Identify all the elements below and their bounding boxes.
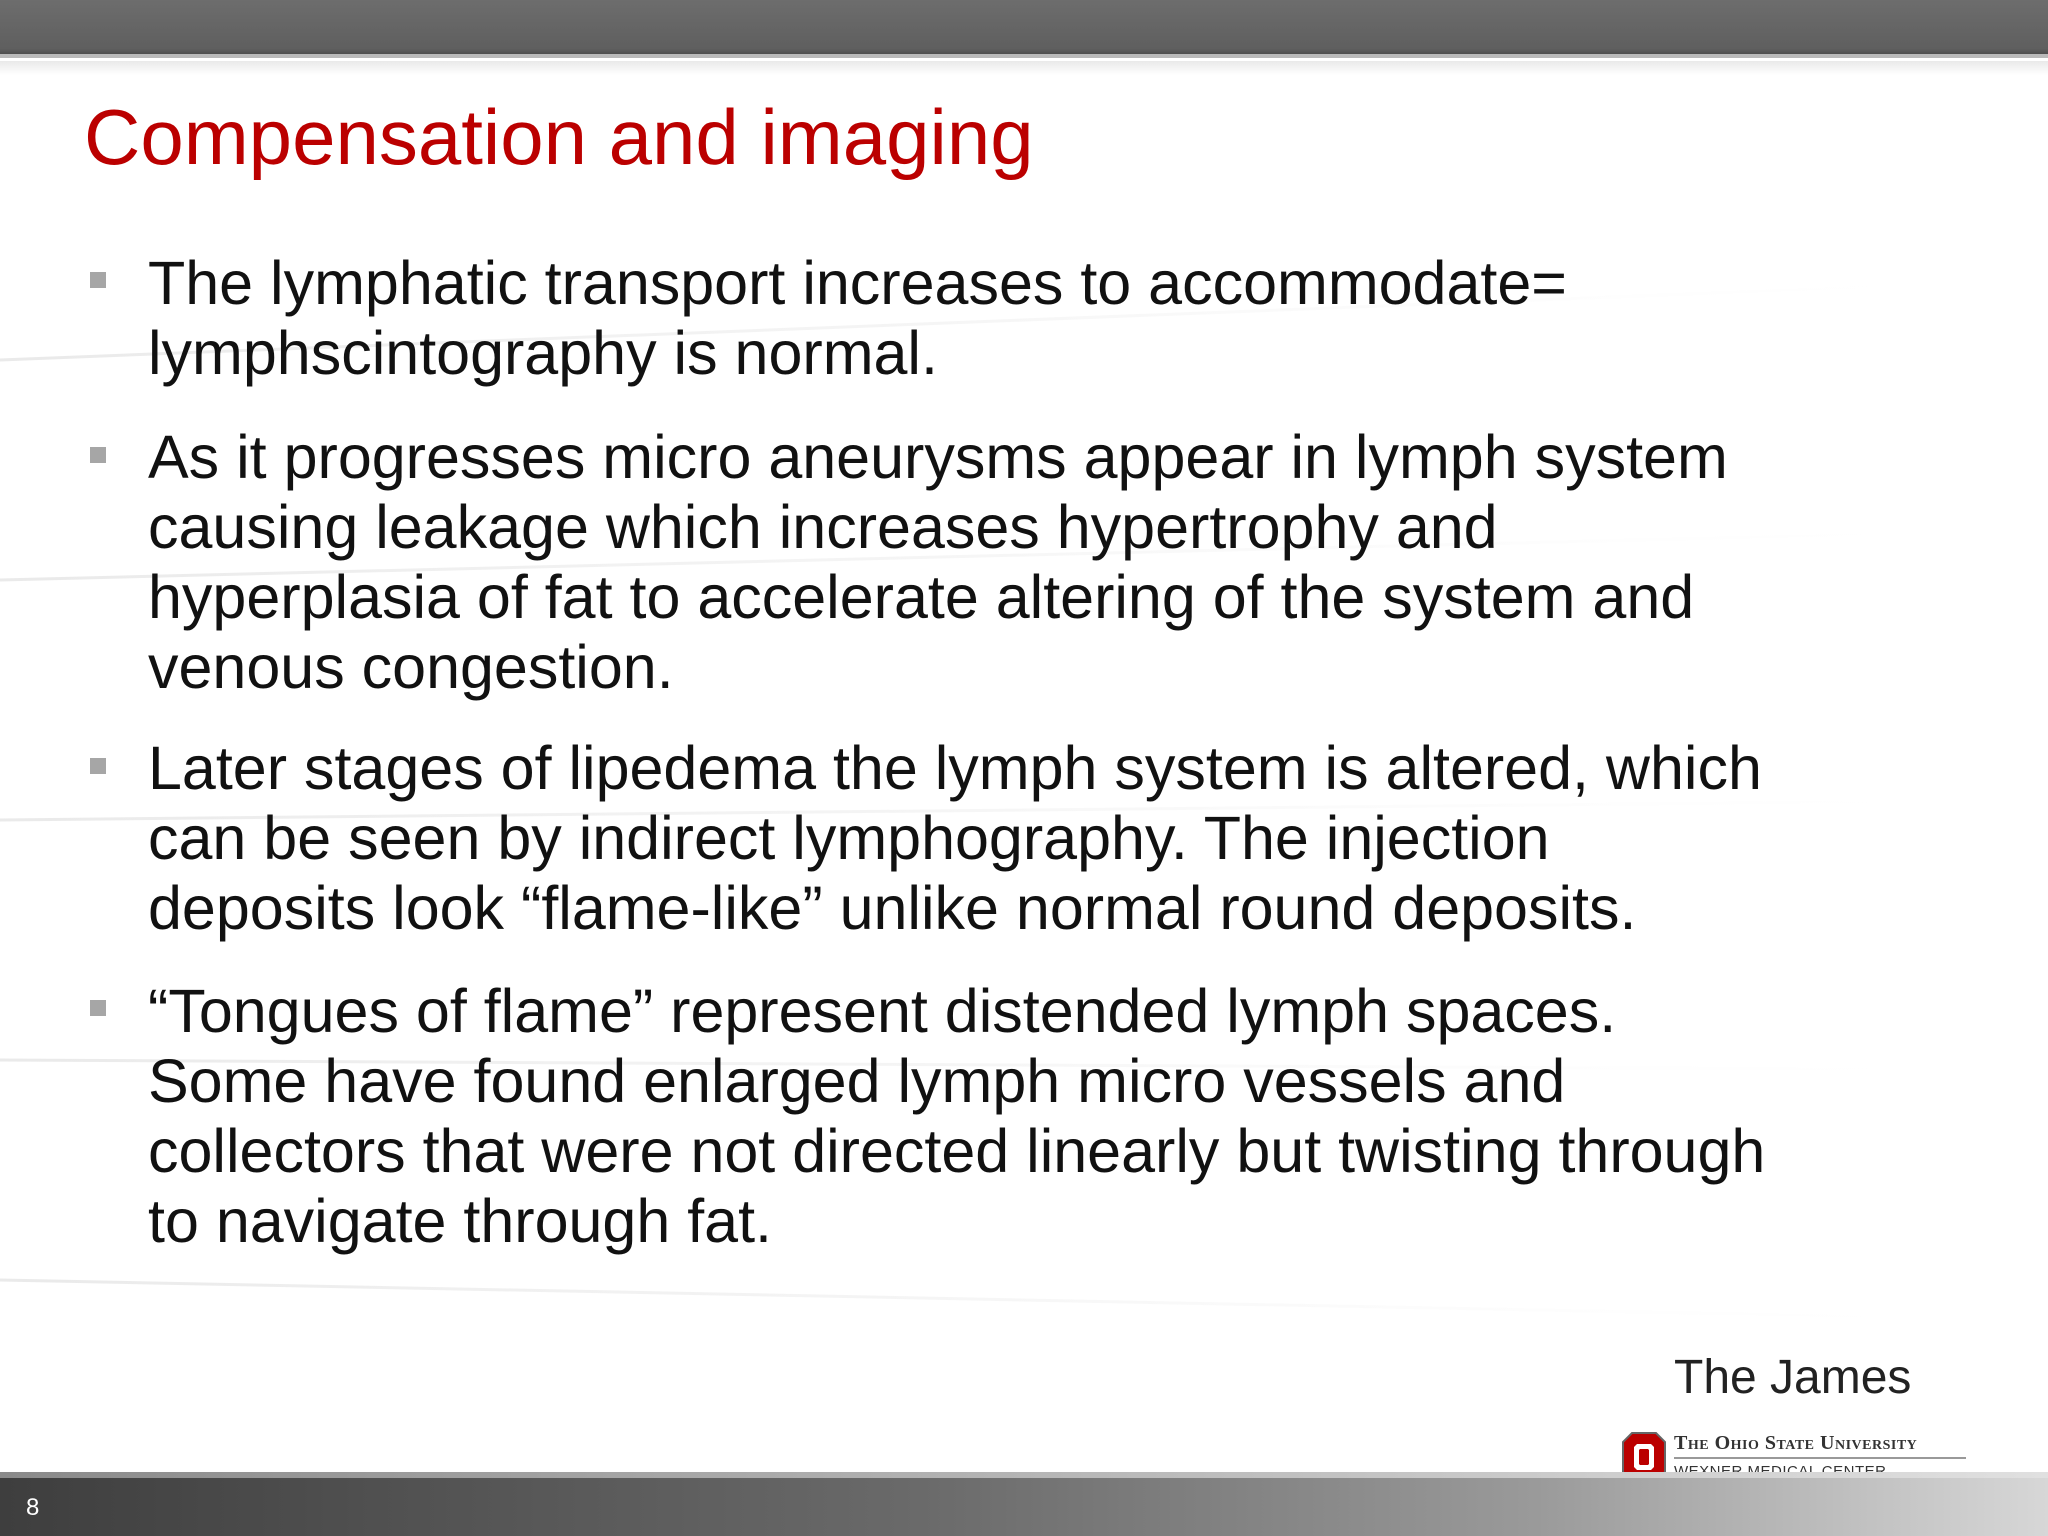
bullet-line: lymphscintography is normal. <box>148 319 938 387</box>
square-bullet-icon <box>90 272 106 288</box>
top-divider <box>0 54 2048 58</box>
university-name: The Ohio State University <box>1674 1432 1918 1454</box>
brand-name: The James <box>1674 1351 1912 1404</box>
square-bullet-icon <box>90 447 106 463</box>
bullet-text <box>148 248 1567 388</box>
top-shadow <box>0 61 2048 75</box>
bullet-line: collectors that were not directed linearly but twisting through <box>148 1117 1766 1185</box>
square-bullet-icon <box>90 1000 106 1016</box>
bullet-line: to navigate through fat. <box>148 1187 772 1255</box>
bullet-line: “Tongues of flame” represent distended lymph spaces. <box>148 977 1617 1045</box>
bullet-text <box>148 976 1765 1256</box>
bullet-line: Some have found enlarged lymph micro vessels and <box>148 1047 1566 1115</box>
bullet-line: The lymphatic transport increases to accommodate= <box>148 249 1567 317</box>
bullet-line: hyperplasia of fat to accelerate altering of the system and <box>148 563 1695 631</box>
bullet-line: deposits look “flame-like” unlike normal round deposits. <box>148 874 1637 942</box>
logo-divider <box>1674 1457 1966 1459</box>
bullet-line: venous congestion. <box>148 633 674 701</box>
square-bullet-icon <box>90 758 106 774</box>
bullet-line: Later stages of lipedema the lymph system is altered, which <box>148 734 1762 802</box>
bullet-line: causing leakage which increases hypertrophy and <box>148 493 1498 561</box>
slide-title: Compensation and imaging <box>84 93 1034 181</box>
top-header-band <box>0 0 2048 54</box>
bullet-text <box>148 733 1762 943</box>
slide-number: 8 <box>26 1494 40 1521</box>
bullet-line: As it progresses micro aneurysms appear in lymph system <box>148 423 1728 491</box>
bullet-text <box>148 422 1728 702</box>
footer-band <box>0 1478 2048 1536</box>
bullet-line: can be seen by indirect lymphography. The injection <box>148 804 1550 872</box>
